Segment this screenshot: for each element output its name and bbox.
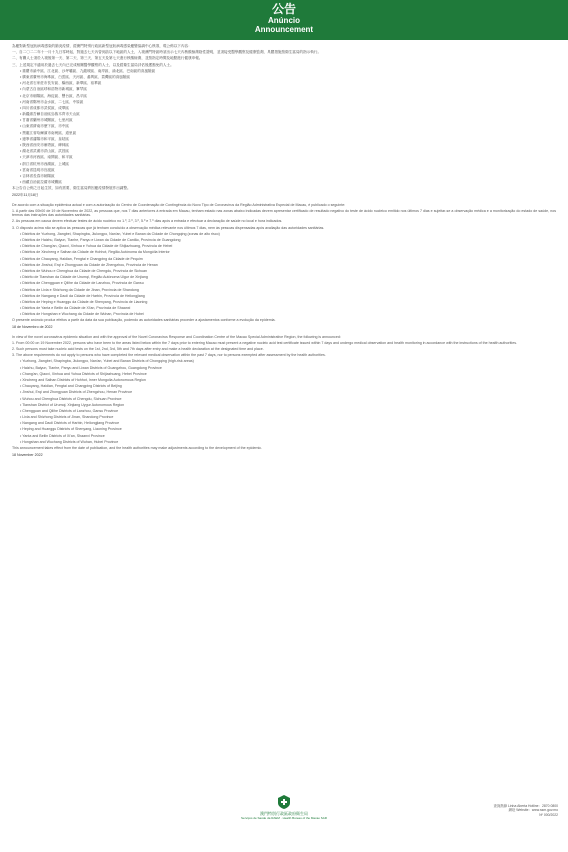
area-list-item: • 重慶市渝中區、江北區、沙坪壩區、九龍坡區、南岸區、渝北區、巴南區的高風險區: [20, 68, 156, 73]
area-list-item: • Jinshui, Erqi and Zhongyuan Districts of Zhengzhou, Henan Province: [20, 390, 133, 395]
area-list-item: • 西藏自治區拉薩市城關區: [20, 180, 62, 185]
date-pt: 18 de Novembro de 2022: [12, 325, 53, 330]
area-list-item: • 山東省濟南市歷下區、市中區: [20, 124, 69, 129]
paragraph-closing-pt: O presente anúncio produz efeitos a partir da data da sua publicação, podendo as autoridades sanitárias proceder a ajustamentos conforme a evolução da epidemia.: [12, 318, 276, 323]
announcement-footer: [0, 780, 568, 852]
area-list-item: • Wuhou and Chenghua Districts of Chengdu, Sichuan Province: [20, 396, 122, 401]
paragraph-closing-zh: 本公告自公佈之日起生效，如有需要，衛生當局將因應疫情發展作出調整。: [12, 186, 131, 191]
section-english: [12, 335, 556, 458]
paragraph-zh-3: 三、上述規定不適用於過去七天內已完成相關醫學觀察的人士，以及經衛生當局評估後獲豁免的人士。: [12, 62, 174, 67]
area-list-item: • 新疆維吾爾自治區烏魯木齊市天山區: [20, 112, 80, 117]
paragraph-en-3: 3. The above requirements do not apply to persons who have completed the relevant medical observation within the past 7 days, nor to persons exempted after assessment by the health authorities.: [12, 353, 326, 358]
paragraph-intro-zh: 為應對新型冠狀病毒感染的肺炎疫情，經澳門特別行政區新型冠狀病毒感染應變協調中心核准，現公佈以下內容：: [12, 44, 192, 48]
area-list-item: • Chang'an, Qiaoxi, Xinhua and Yuhua Districts of Shijiazhuang, Hebei Province: [20, 371, 147, 376]
area-list-item: • 湖北省武漢市洪山區、武昌區: [20, 149, 69, 154]
title-portuguese: Anúncio: [268, 16, 300, 25]
area-list-item: • Distritos de Wuhou e Chenghua da Cidade de Chengdu, Província de Sichuan: [20, 268, 148, 273]
paragraph-intro-pt: De acordo com a situação epidémica actual e com a autorização do Centro de Coordenação de Contingência do Novo Tipo de Coronavírus da Região Administrativa Especial de Macau, é publicado o seguinte:: [12, 202, 346, 207]
announcement-header: [0, 0, 568, 40]
area-list-item: • Distritos de Yanta e Beilin da Cidade de Xi'an, Província de Shaanxi: [20, 306, 131, 311]
area-list-en: [12, 359, 556, 444]
paragraph-pt-1: 1. A partir das 00h00 de 19 de Novembro de 2022, as pessoas que, nos 7 dias anteriores à entrada em Macau, tenham estado nas zonas abaixo indicadas devem apresentar certificado de resultado negativo do teste de ácido nucleico emitido nos últimos 7 dias e sujeitar-se a observação médica e a monitorização do estado de saúde, nos termos das instruções das autoridades sanitárias.: [12, 208, 556, 218]
area-list-item: • 天津市河西區、南開區、和平區: [20, 155, 73, 160]
title-chinese: 公告: [271, 2, 296, 16]
area-list-item: • Distritos de Lixia e Shizhong da Cidade de Jinan, Província de Shandong: [20, 287, 139, 292]
area-list-item: • Distritos de Jinshui, Erqi e Zhongyuan da Cidade de Zhengzhou, Província de Henan: [20, 262, 158, 267]
announcement-body: [12, 44, 556, 462]
area-list-item: • Distritos de Heping e Huanggu da Cidade de Shenyang, Província de Liaoning: [20, 299, 148, 304]
area-list-item: • Xincheng and Saihan Districts of Hohhot, Inner Mongolia Autonomous Region: [20, 377, 146, 382]
paragraph-en-1: 1. From 00:00 on 19 November 2022, persons who have been to the areas listed below within the 7 days prior to entering Macao must present a negative nucleic acid test certificate issued within 7 days and undergo medical observation and health monitoring in accordance with the instructions of the health authorities.: [12, 340, 518, 345]
area-list-item: • Hongshan and Wuchang Districts of Wuhan, Hubei Province: [20, 439, 119, 444]
paragraph-pt-2: 2. As pessoas em causa devem efectuar testes de ácido nucleico no 1.º, 2.º, 3.º, 5.º e 7.º dias após a entrada e efectuar a declaração de saúde no local e hora indicados.: [12, 219, 283, 224]
health-bureau-logo-icon: [278, 795, 290, 809]
contact-line: Nº 000/2022: [539, 812, 558, 817]
area-list-item: • 河北省石家莊市長安區、橋西區、新華區、裕華區: [20, 81, 102, 86]
contact-line: 網址 Website：www.ssm.gov.mo: [508, 808, 558, 813]
area-list-item: • Chaoyang, Haidian, Fengtai and Changping Districts of Beijing: [20, 384, 122, 389]
paragraph-pt-3: 3. O disposto acima não se aplica às pessoas que já tenham concluído a observação médica relevante nos últimos 7 dias, nem às pessoas dispensadas após avaliação das autoridades sanitárias.: [12, 225, 325, 230]
organization-name-pt-en: Serviços de Saúde da RAEM · Health Bureau of the Macao SAR: [241, 816, 327, 820]
paragraph-zh-1: 一、自二〇二二年十一月十九日零時起，對過去七天內曾到訪以下地區的人士，入境澳門特區時須出示七天內核酸檢測陰性證明，並須接受醫學觀察及健康監測，具體措施按衛生當局的指示執行。: [12, 50, 322, 55]
area-list-item: • Yanta and Beilin Districts of Xi'an, Shaanxi Province: [20, 433, 105, 438]
area-list-item: • 四川省成都市武侯區、成華區: [20, 105, 69, 110]
area-list-item: • Distritos de Hongshan e Wuchang da Cidade de Wuhan, Província de Hubei: [20, 312, 144, 317]
area-list-item: • 遼寧省瀋陽市和平區、皇姑區: [20, 136, 69, 141]
paragraph-zh-2: 二、有關人士須於入境後第一天、第二天、第三天、第五天及第七天進行核酸檢測，並按指定時間及地點進行健康申報。: [12, 56, 203, 61]
area-list-item: • Heping and Huanggu Districts of Shenyang, Liaoning Province: [20, 427, 122, 432]
contact-info: [398, 804, 558, 817]
area-list-item: • 甘肅省蘭州市城關區、七里河區: [20, 118, 73, 123]
area-list-item: • 吉林省長春市朝陽區: [20, 173, 55, 178]
area-list-item: • Distritos de Xincheng e Saihan da Cidade de Hohhot, Região Autónoma da Mongólia Interior: [20, 250, 170, 255]
area-list-item: • Nangang and Daoli Districts of Harbin, Heilongjiang Province: [20, 421, 120, 426]
paragraph-en-2: 2. Such persons must take nucleic acid tests on the 1st, 2nd, 3rd, 5th and 7th days after entry and make a health declaration at the designated time and place.: [12, 347, 264, 352]
area-list-item: • Distritos de Yuzhong, Jiangbei, Shapingba, Jiulongpo, Nan'an, Yubei e Banan da Cidade de Chongqing (zonas de alto risco): [20, 231, 220, 236]
area-list-item: • Lixia and Shizhong Districts of Jinan, Shandong Province: [20, 415, 114, 420]
area-list-item: • 北京市朝陽區、海淀區、豐台區、昌平區: [20, 93, 87, 98]
area-list-item: • 河南省鄭州市金水區、二七區、中原區: [20, 99, 84, 104]
organization-name-zh: 澳門特別行政區政府衛生局: [260, 811, 308, 816]
area-list-item: • Distritos de Chaoyang, Haidian, Fengtai e Changping da Cidade de Pequim: [20, 256, 143, 261]
area-list-item: • Distritos de Haizhu, Baiyun, Tianhe, Panyu e Liwan da Cidade de Cantão, Província de Guangdong: [20, 238, 181, 243]
area-list-item: • Distrito de Tianshan da Cidade de Urumqi, Região Autónoma Uigur de Xinjiang: [20, 275, 148, 280]
area-list-item: • 浙江省杭州市西湖區、上城區: [20, 161, 69, 166]
area-list-item: • Chengguan and Qilihe Districts of Lanzhou, Gansu Province: [20, 408, 119, 413]
date-zh: 2022年11月18日: [12, 192, 39, 197]
area-list-item: • 陝西省西安市雁塔區、碑林區: [20, 143, 69, 147]
date-en: 18 November 2022: [12, 452, 43, 457]
area-list-item: • 內蒙古自治區呼和浩特市新城區、賽罕區: [20, 87, 87, 92]
title-english: Announcement: [254, 25, 314, 34]
area-list-pt: [12, 232, 556, 317]
area-list-item: • 雲南省昆明市官渡區: [20, 167, 55, 172]
area-list-item: • 廣東省廣州市海珠區、白雲區、天河區、番禺區、荔灣區的高風險區: [20, 74, 131, 79]
paragraph-closing-en: This announcement takes effect from the date of publication, and the health authorities may make adjustments according to the development of the epidemic.: [12, 446, 263, 451]
area-list-item: • 黑龍江省哈爾濱市南崗區、道里區: [20, 130, 77, 135]
contact-line: 查詢熱線 Linha Aberta Hotline：2870 0800: [493, 804, 558, 808]
area-list-zh: [12, 69, 556, 185]
section-chinese: [12, 44, 556, 198]
area-list-item: • Tianshan District of Urumqi, Xinjiang Uygur Autonomous Region: [20, 402, 125, 407]
paragraph-intro-en: In view of the novel coronavirus epidemic situation and with the approval of the Novel Coronavirus Response and Coordination Centre of the Macao Special Administrative Region, the following is announced:: [12, 334, 341, 339]
area-list-item: • Distritos de Nangang e Daoli da Cidade de Harbin, Província de Heilongjiang: [20, 293, 145, 298]
area-list-item: • Distritos de Chengguan e Qilihe da Cidade de Lanzhou, Província de Gansu: [20, 281, 144, 286]
area-list-item: • Haizhu, Baiyun, Tianhe, Panyu and Liwan Districts of Guangzhou, Guangdong Province: [20, 365, 162, 370]
section-portuguese: [12, 203, 556, 330]
area-list-item: • Distritos de Chang'an, Qiaoxi, Xinhua e Yuhua da Cidade de Shijiazhuang, Província de Hebei: [20, 244, 173, 249]
area-list-item: • Yuzhong, Jiangbei, Shapingba, Jiulongpo, Nan'an, Yubei and Banan Districts of Chongqing (high-risk areas): [20, 359, 194, 364]
